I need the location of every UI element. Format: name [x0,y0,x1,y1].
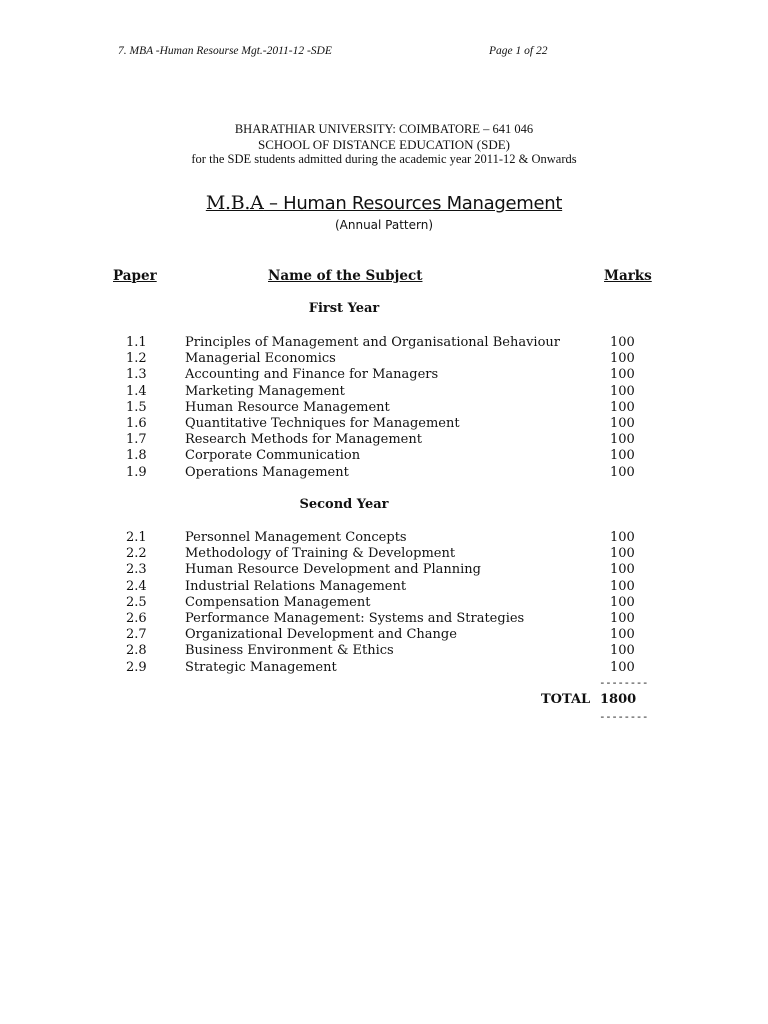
title-abbreviation: M.B.A [205,192,264,214]
subject-marks: 100 [610,464,635,480]
subject-name: Personnel Management Concepts [185,530,407,545]
subject-marks: 100 [610,578,635,594]
running-header: 7. MBA -Human Resourse Mgt.-2011-12 -SDE [118,45,332,57]
page-title [0,192,768,214]
subject-name: Quantitative Techniques for Management [185,416,460,431]
subject-marks: 100 [610,627,635,643]
paper-code: 2.1 [126,530,147,545]
column-header-paper: Paper [113,268,157,284]
paper-code: 2.3 [126,562,147,578]
subject-marks: 100 [610,659,635,675]
paper-code: 1.3 [126,367,147,383]
column-header-marks: Marks [604,268,652,284]
subject-marks: 100 [610,611,635,626]
paper-code: 2.4 [126,578,147,594]
paper-code: 1.1 [126,335,147,350]
paper-code: 2.2 [126,546,147,562]
paper-code: 1.2 [126,351,147,367]
subject-name: Principles of Management and Organisational Behaviour [185,335,561,350]
paper-code: 1.6 [126,416,147,431]
subject-marks: 100 [610,643,635,659]
paper-code: 2.7 [126,627,147,643]
subject-name: Operations Management [185,464,349,480]
subject-marks: 100 [610,432,635,448]
subject-name: Methodology of Training & Development [185,546,456,562]
subject-marks: 100 [610,351,635,367]
admission-note: for the SDE students admitted during the academic year 2011-12 & Onwards [191,152,577,166]
subject-name: Accounting and Finance for Managers [185,367,439,383]
paper-code: 1.5 [126,399,147,415]
subject-marks: 100 [610,546,635,562]
subject-name: Marketing Management [185,383,345,399]
subject-marks: 100 [610,335,635,350]
page-number: Page 1 of 22 [489,45,548,57]
first-year-heading: First Year [308,301,380,316]
title-text: – Human Resources Management [263,193,563,214]
total-rule-bottom: -------- [599,710,648,723]
paper-code: 2.8 [126,643,147,659]
subject-marks: 100 [610,594,635,610]
subject-name: Human Resource Development and Planning [185,562,482,578]
subject-name: Strategic Management [185,659,337,675]
paper-code: 2.9 [126,659,147,675]
subject-name: Performance Management: Systems and Strategies [185,611,525,626]
total-label: TOTAL [541,692,591,707]
second-year-heading: Second Year [299,497,389,512]
subject-name: Human Resource Management [185,399,390,415]
subject-marks: 100 [610,530,635,545]
subject-marks: 100 [610,383,635,399]
column-header-subject: Name of the Subject [268,268,423,284]
total-value: 1800 [600,692,637,707]
subject-marks: 100 [610,448,635,464]
subject-name: Corporate Communication [185,448,361,464]
subject-marks: 100 [610,416,635,431]
subject-name: Industrial Relations Management [185,578,407,594]
subject-name: Compensation Management [185,594,371,610]
paper-code: 2.6 [126,611,147,626]
paper-code: 1.7 [126,432,147,448]
paper-code: 1.9 [126,464,147,480]
subject-name: Research Methods for Management [185,432,422,448]
paper-code: 1.8 [126,448,147,464]
paper-code: 2.5 [126,594,147,610]
subject-name: Managerial Economics [185,351,336,367]
subject-name: Business Environment & Ethics [185,643,394,659]
subject-name: Organizational Development and Change [185,627,457,643]
subject-marks: 100 [610,562,635,578]
school-name: SCHOOL OF DISTANCE EDUCATION (SDE) [258,137,510,152]
page-subtitle: (Annual Pattern) [334,218,434,232]
total-rule-top: -------- [599,676,648,689]
subject-marks: 100 [610,367,635,383]
paper-code: 1.4 [126,383,147,399]
subject-marks: 100 [610,399,635,415]
university-name: BHARATHIAR UNIVERSITY: COIMBATORE – 641 046 [234,122,534,136]
